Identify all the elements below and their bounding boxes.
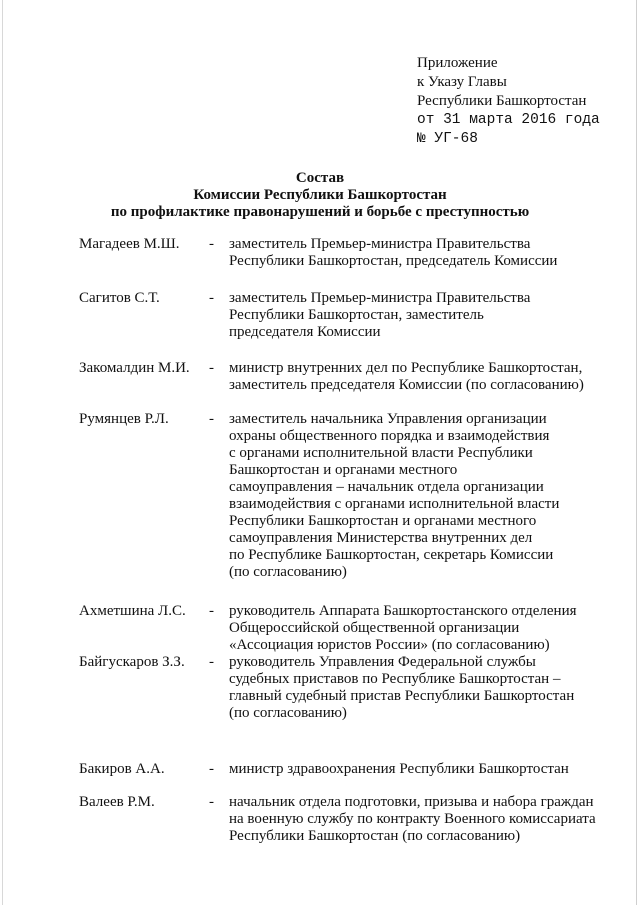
member-role — [229, 761, 614, 778]
member-role — [229, 360, 614, 394]
member-name: Румянцев Р.Л. — [79, 411, 169, 427]
member-dash: - — [209, 360, 214, 376]
member-role-line: главный судебный пристав Республики Башкортостан — [229, 688, 575, 704]
member-role-line: «Ассоциация юристов России» (по согласованию) — [229, 637, 550, 653]
appendix-date: от 31 марта 2016 года — [417, 112, 600, 128]
member-role — [229, 290, 614, 341]
member-dash: - — [209, 761, 214, 777]
page-edge-left — [2, 0, 3, 905]
member-role-line: министр внутренних дел по Республике Башкортостан, — [229, 360, 583, 376]
member-name: Ахметшина Л.С. — [79, 603, 186, 619]
member-role-line: Общероссийской общественной организации — [229, 620, 520, 636]
appendix-line: Приложение — [417, 55, 498, 71]
member-dash: - — [209, 603, 214, 619]
member-role-line: заместитель Премьер-министра Правительства — [229, 236, 531, 252]
title-line: по профилактике правонарушений и борьбе с преступностью — [110, 204, 530, 220]
page-edge-right — [636, 0, 637, 905]
member-role-line: самоуправления – начальник отдела организации — [229, 479, 544, 495]
member-role-line: председателя Комиссии — [229, 324, 381, 340]
member-role — [229, 411, 614, 581]
member-role-line: Республики Башкортостан и органами местного — [229, 513, 537, 529]
appendix-line: Республики Башкортостан — [417, 93, 587, 109]
appendix-number: № УГ-68 — [417, 131, 478, 147]
member-dash: - — [209, 411, 214, 427]
title-line: Состав — [295, 170, 345, 186]
member-name: Валеев Р.М. — [79, 794, 155, 810]
member-role — [229, 794, 614, 845]
member-role-line: на военную службу по контракту Военного комиссариата — [229, 811, 596, 827]
member-role-line: судебных приставов по Республике Башкортостан – — [229, 671, 561, 687]
document-title — [0, 170, 640, 221]
member-dash: - — [209, 290, 214, 306]
member-name: Закомалдин М.И. — [79, 360, 190, 376]
member-role — [229, 603, 614, 654]
member-role — [229, 236, 614, 270]
member-role-line: Республики Башкортостан, заместитель — [229, 307, 484, 323]
member-role-line: взаимодействия с органами исполнительной власти — [229, 496, 560, 512]
appendix-block — [417, 54, 600, 149]
title-line: Комиссии Республики Башкортостан — [193, 187, 447, 203]
member-role-line: руководитель Аппарата Башкортостанского отделения — [229, 603, 577, 619]
member-role-line: Башкортостан и органами местного — [229, 462, 458, 478]
member-dash: - — [209, 654, 214, 670]
member-dash: - — [209, 236, 214, 252]
member-role-line: с органами исполнительной власти Республики — [229, 445, 533, 461]
member-role-line: Республики Башкортостан, председатель Комиссии — [229, 253, 558, 269]
appendix-line: к Указу Главы — [417, 74, 507, 90]
member-role-line: министр здравоохранения Республики Башкортостан — [229, 761, 569, 777]
member-role-line: самоуправления Министерства внутренних дел — [229, 530, 533, 546]
member-name: Магадеев М.Ш. — [79, 236, 180, 252]
member-role-line: (по согласованию) — [229, 564, 347, 580]
member-role-line: (по согласованию) — [229, 705, 347, 721]
member-dash: - — [209, 794, 214, 810]
member-role-line: охраны общественного порядка и взаимодействия — [229, 428, 550, 444]
member-role-line: заместитель начальника Управления организации — [229, 411, 547, 427]
member-name: Сагитов С.Т. — [79, 290, 160, 306]
member-role-line: заместитель председателя Комиссии (по согласованию) — [229, 377, 584, 393]
member-role-line: по Республике Башкортостан, секретарь Комиссии — [229, 547, 554, 563]
member-role-line: заместитель Премьер-министра Правительства — [229, 290, 531, 306]
member-role-line: Республики Башкортостан (по согласованию) — [229, 828, 521, 844]
member-name: Бакиров А.А. — [79, 761, 165, 777]
member-role-line: руководитель Управления Федеральной службы — [229, 654, 536, 670]
member-role-line: начальник отдела подготовки, призыва и набора граждан — [229, 794, 594, 810]
member-role — [229, 654, 614, 722]
member-name: Байгускаров З.З. — [79, 654, 185, 670]
